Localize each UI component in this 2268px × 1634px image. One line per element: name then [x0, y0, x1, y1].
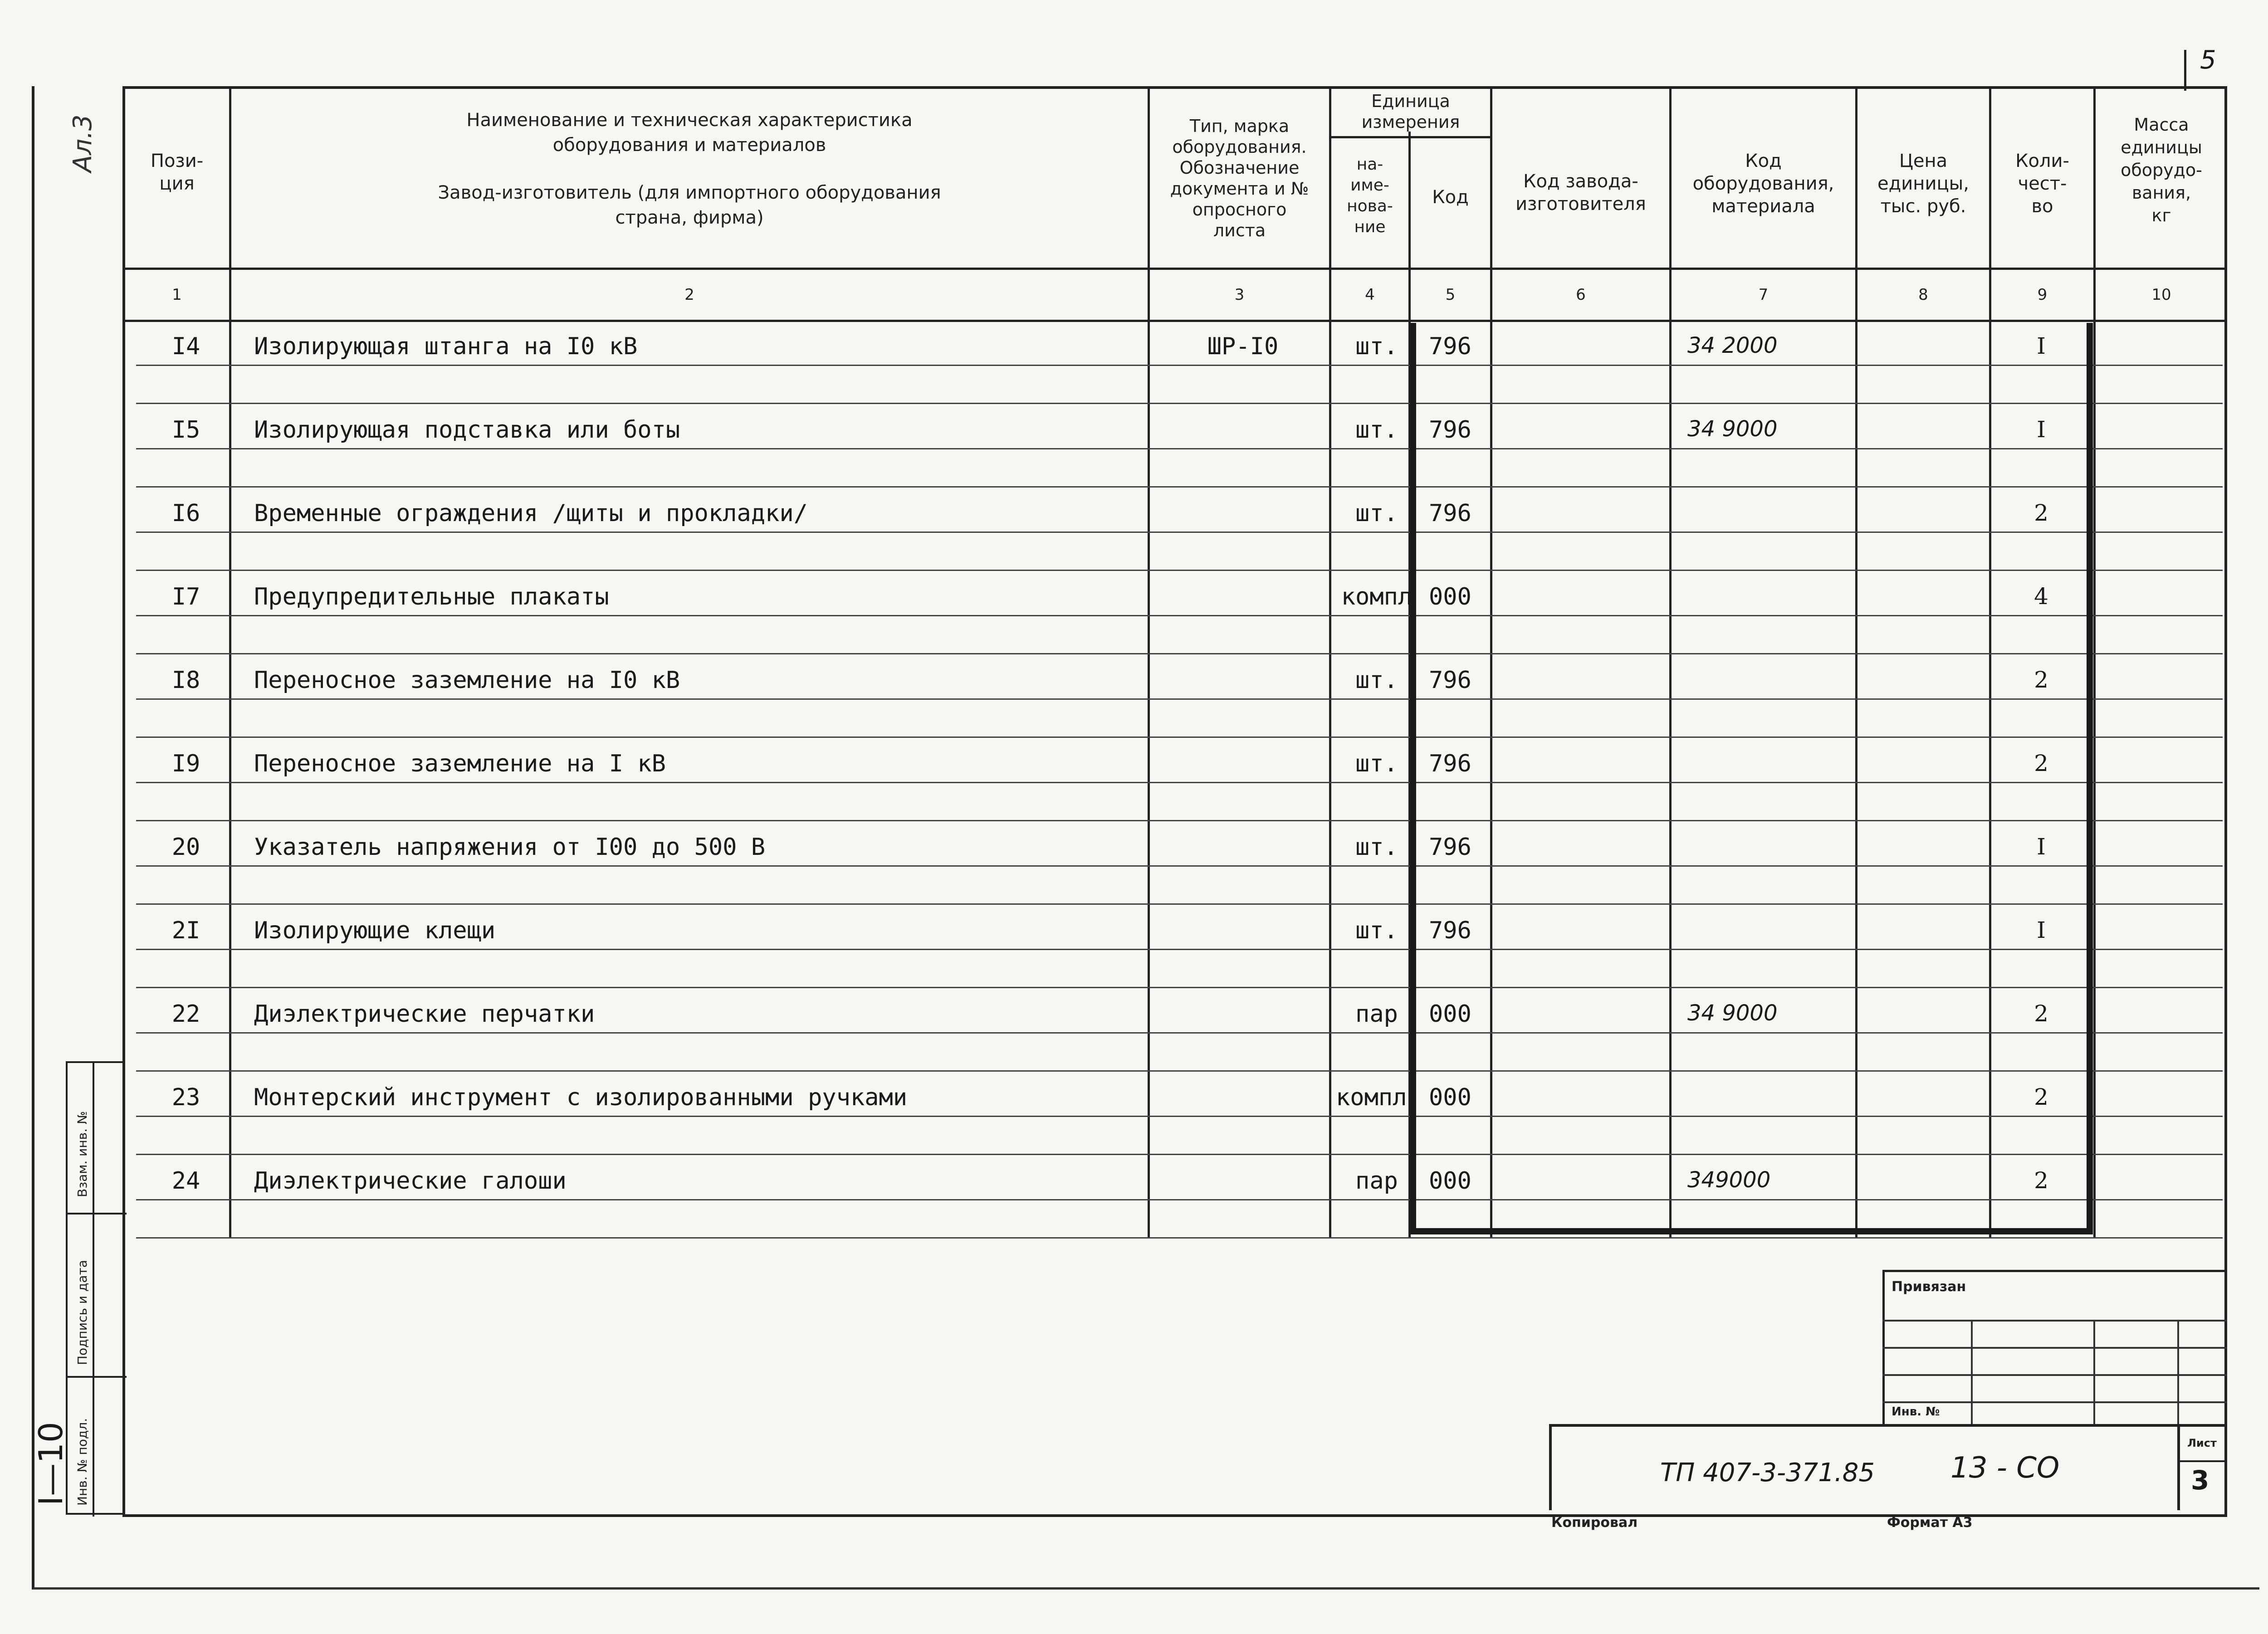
position-cell: I7	[171, 583, 200, 610]
header-type: Тип, марка оборудования. Обозначение документа и № опросного листа	[1170, 116, 1309, 240]
title-block	[1549, 1270, 2227, 1510]
name-cell: Переносное заземление на I0 кВ	[254, 667, 680, 694]
stamp-sheet-number: 3	[2191, 1465, 2209, 1496]
header-factory-code: Код завода- изготовителя	[1515, 171, 1646, 215]
position-cell: 24	[171, 1167, 200, 1195]
header-name-line4: страна, фирма)	[615, 207, 764, 228]
unit-cell: шт.	[1355, 834, 1398, 861]
unit-cell: пар	[1355, 1000, 1398, 1028]
header-price: Цена единицы, тыс. руб.	[1877, 151, 1969, 217]
unit-code-cell: 796	[1429, 917, 1471, 944]
position-cell: 23	[171, 1084, 200, 1111]
stamp-kopiroval: Копировал	[1551, 1515, 1638, 1531]
equipment-code-cell: 349000	[1687, 1167, 1771, 1193]
colnum-6: 6	[1576, 286, 1586, 304]
highlight-right	[2087, 323, 2093, 1234]
corner-number-box	[2184, 50, 2186, 91]
unit-code-cell: 796	[1429, 667, 1471, 694]
header-equipment-code: Код оборудования, материала	[1692, 151, 1834, 217]
header-unit-code: Код	[1432, 187, 1469, 208]
side-field-vzam: Взам. инв. №	[75, 1111, 90, 1197]
unit-cell: шт.	[1355, 750, 1398, 777]
unit-code-cell: 796	[1429, 750, 1471, 777]
unit-code-cell: 796	[1429, 333, 1471, 360]
header-quantity: Коли- чест- во	[2015, 151, 2069, 217]
unit-code-cell: 000	[1429, 1167, 1471, 1195]
quantity-cell: I	[2037, 416, 2046, 443]
unit-cell: компл	[1341, 583, 1413, 610]
unit-code-cell: 796	[1429, 500, 1471, 527]
quantity-cell: 2	[2034, 750, 2048, 776]
unit-cell: компл.	[1336, 1084, 1421, 1111]
colnum-7: 7	[1758, 286, 1769, 304]
colnum-8: 8	[1918, 286, 1928, 304]
position-cell: 22	[171, 1000, 200, 1028]
quantity-cell: 2	[2034, 1167, 2048, 1194]
colnum-1: 1	[172, 286, 182, 304]
position-cell: I4	[171, 333, 200, 360]
equipment-code-cell: 34 9000	[1687, 1000, 1778, 1026]
quantity-cell: 2	[2034, 667, 2048, 693]
colnum-3: 3	[1234, 286, 1245, 304]
header-unit-group: Единица измерения	[1361, 91, 1460, 132]
equipment-code-cell: 34 2000	[1687, 333, 1778, 358]
equipment-code-cell: 34 9000	[1687, 416, 1778, 442]
quantity-cell: 2	[2034, 1084, 2048, 1110]
header-position: Пози- ция	[150, 151, 204, 194]
stamp-inv-no: Инв. №	[1892, 1405, 1940, 1419]
name-cell: Диэлектрические галоши	[254, 1167, 567, 1195]
corner-number: 5	[2200, 45, 2216, 75]
unit-cell: шт.	[1355, 500, 1398, 527]
header-name-line2: оборудования и материалов	[552, 135, 826, 156]
unit-code-cell: 000	[1429, 1084, 1471, 1111]
name-cell: Изолирующие клещи	[254, 917, 496, 944]
name-cell: Предупредительные плакаты	[254, 583, 609, 610]
header-name-line3: Завод-изготовитель (для импортного оборудования	[438, 182, 941, 203]
position-cell: I9	[171, 750, 200, 777]
colnum-10: 10	[2151, 286, 2171, 304]
name-cell: Изолирующая штанга на I0 кВ	[254, 333, 638, 360]
unit-cell: шт.	[1355, 917, 1398, 944]
name-cell: Временные ограждения /щиты и прокладки/	[254, 500, 808, 527]
side-mark: Ал.3	[68, 114, 98, 172]
side-code: I—10	[32, 1422, 70, 1506]
stamp-sheet-label: Лист	[2187, 1437, 2217, 1449]
position-cell: 2I	[171, 917, 200, 944]
header-unit-name: на- име- нова- ние	[1347, 155, 1393, 236]
unit-cell: пар	[1355, 1167, 1398, 1195]
quantity-cell: 4	[2034, 583, 2048, 610]
unit-code-cell: 000	[1429, 1000, 1471, 1028]
quantity-cell: 2	[2034, 1000, 2048, 1027]
unit-cell: шт.	[1355, 416, 1398, 444]
quantity-cell: I	[2037, 834, 2046, 860]
quantity-cell: I	[2037, 917, 2046, 943]
side-field-podpis: Подпись и дата	[75, 1260, 90, 1365]
side-field-inv: Инв. № подл.	[75, 1418, 90, 1506]
unit-code-cell: 796	[1429, 834, 1471, 861]
position-cell: I6	[171, 500, 200, 527]
name-cell: Переносное заземление на I кВ	[254, 750, 666, 777]
stamp-doc-code: ТП 407-3-371.85	[1660, 1458, 1875, 1488]
stamp-format: Формат А3	[1887, 1515, 1973, 1531]
colnum-9: 9	[2037, 286, 2048, 304]
unit-code-cell: 796	[1429, 416, 1471, 444]
highlight-bottom	[1410, 1228, 2093, 1234]
position-cell: I5	[171, 416, 200, 444]
name-cell: Диэлектрические перчатки	[254, 1000, 595, 1028]
stamp-privyazan: Привязан	[1892, 1279, 1966, 1295]
type-cell: ШР-I0	[1207, 333, 1279, 360]
unit-code-cell: 000	[1429, 583, 1471, 610]
quantity-cell: I	[2037, 333, 2046, 359]
name-cell: Изолирующая подставка или боты	[254, 416, 680, 444]
position-cell: 20	[171, 834, 200, 861]
name-cell: Указатель напряжения от I00 до 500 В	[254, 834, 766, 861]
colnum-5: 5	[1445, 286, 1456, 304]
stamp-doc-suffix: 13 - СО	[1950, 1451, 2060, 1485]
quantity-cell: 2	[2034, 500, 2048, 526]
name-cell: Монтерский инструмент с изолированными ручками	[254, 1084, 908, 1111]
colnum-4: 4	[1365, 286, 1375, 304]
header-name-line1: Наименование и техническая характеристика	[466, 110, 913, 131]
position-cell: I8	[171, 667, 200, 694]
unit-cell: шт.	[1355, 667, 1398, 694]
colnum-2: 2	[684, 286, 694, 304]
unit-cell: шт.	[1355, 333, 1398, 360]
header-mass: Масса единицы оборудо- вания, кг	[2121, 115, 2202, 225]
